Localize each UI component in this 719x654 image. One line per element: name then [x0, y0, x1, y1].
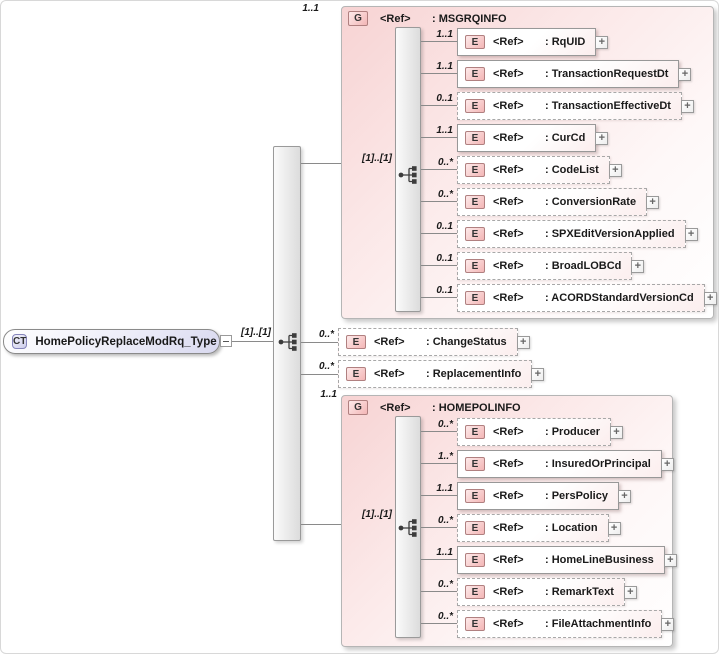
element-badge-icon: E — [465, 489, 485, 503]
group-header — [342, 396, 672, 415]
expand-plus-icon[interactable]: + — [631, 260, 644, 273]
connector-line — [421, 559, 457, 560]
cardinality-label: [1]..[1] — [362, 153, 392, 164]
element-name: : TransactionRequestDt — [545, 68, 669, 80]
element-badge-icon: E — [465, 617, 485, 631]
cardinality-label: 1..1 — [436, 547, 453, 558]
connector-line — [301, 163, 341, 164]
expand-plus-icon[interactable]: + — [681, 100, 694, 113]
element-ref-label: <Ref> — [493, 292, 524, 304]
element-ref-label: <Ref> — [493, 426, 524, 438]
element-row — [342, 450, 672, 478]
expand-plus-icon[interactable]: + — [678, 68, 691, 81]
element-row — [342, 220, 713, 248]
element-name: : FileAttachmentInfo — [545, 618, 652, 630]
complex-type-name: HomePolicyReplaceModRq_Type — [35, 335, 217, 348]
element-ref-label: <Ref> — [493, 164, 524, 176]
element-ref-label: <Ref> — [374, 368, 405, 380]
element-name: : RemarkText — [545, 586, 614, 598]
connector-line — [421, 623, 457, 624]
element-name: : ReplacementInfo — [426, 368, 522, 380]
group-badge-icon: G — [348, 11, 368, 26]
cardinality-label: 0..1 — [436, 285, 453, 296]
element-badge-icon: E — [465, 163, 485, 177]
expand-plus-icon[interactable]: + — [685, 228, 698, 241]
element-row — [342, 60, 713, 88]
element-row — [1, 328, 718, 356]
element-row — [342, 284, 713, 312]
element-box[interactable] — [457, 92, 682, 120]
element-badge-icon: E — [465, 227, 485, 241]
element-ref-label: <Ref> — [493, 554, 524, 566]
element-box[interactable] — [457, 514, 609, 542]
element-ref-label: <Ref> — [493, 36, 524, 48]
group-name: : HOMEPOLINFO — [432, 401, 521, 414]
expand-plus-icon[interactable]: + — [704, 292, 717, 305]
cardinality-label: 1..1 — [436, 29, 453, 40]
element-name: : ConversionRate — [545, 196, 637, 208]
group-header — [342, 7, 713, 26]
element-ref-label: <Ref> — [493, 618, 524, 630]
expand-plus-icon[interactable]: + — [624, 586, 637, 599]
cardinality-label: 0..* — [318, 329, 334, 340]
expand-plus-icon[interactable]: + — [595, 132, 608, 145]
element-ref-label: <Ref> — [493, 68, 524, 80]
element-badge-icon: E — [346, 335, 366, 349]
group-ref-label: <Ref> — [380, 401, 411, 414]
element-box[interactable] — [457, 482, 619, 510]
cardinality-label: 1..1 — [436, 483, 453, 494]
element-name: : TransactionEffectiveDt — [545, 100, 671, 112]
element-badge-icon: E — [465, 99, 485, 113]
element-name: : InsuredOrPrincipal — [545, 458, 651, 470]
cardinality-label: 0..* — [437, 515, 453, 526]
cardinality-label: [1]..[1] — [362, 509, 392, 520]
element-row — [342, 578, 672, 606]
group-ref-label: <Ref> — [380, 12, 411, 25]
connector-line — [421, 495, 457, 496]
element-row — [342, 124, 713, 152]
element-name: : PersPolicy — [545, 490, 608, 502]
connector-line — [421, 137, 457, 138]
element-name: : ChangeStatus — [426, 336, 507, 348]
element-box[interactable] — [457, 450, 662, 478]
connector-line — [421, 201, 457, 202]
element-box[interactable] — [457, 220, 686, 248]
element-row — [342, 156, 713, 184]
element-badge-icon: E — [465, 131, 485, 145]
element-box[interactable] — [457, 60, 679, 88]
element-row — [342, 252, 713, 280]
element-name: : RqUID — [545, 36, 586, 48]
element-name: : ACORDStandardVersionCd — [545, 292, 694, 304]
connector-line — [421, 591, 457, 592]
cardinality-label: 1..1 — [302, 3, 319, 14]
connector-line — [421, 431, 457, 432]
element-row — [342, 610, 672, 638]
element-badge-icon: E — [346, 367, 366, 381]
expand-plus-icon[interactable]: + — [618, 490, 631, 503]
element-ref-label: <Ref> — [493, 196, 524, 208]
cardinality-label: 0..* — [437, 579, 453, 590]
cardinality-label: 0..1 — [436, 93, 453, 104]
element-ref-label: <Ref> — [374, 336, 405, 348]
group-box-homepolinfo[interactable] — [341, 395, 673, 647]
element-name: : BroadLOBCd — [545, 260, 622, 272]
group-badge-icon: G — [348, 400, 368, 415]
cardinality-label: 0..* — [437, 611, 453, 622]
element-name: : SPXEditVersionApplied — [545, 228, 675, 240]
group-box-msgrqinfo[interactable] — [341, 6, 714, 319]
element-badge-icon: E — [465, 67, 485, 81]
cardinality-label: 1..1 — [436, 61, 453, 72]
cardinality-label: 1..1 — [436, 125, 453, 136]
element-row — [342, 482, 672, 510]
element-row — [1, 360, 718, 388]
element-badge-icon: E — [465, 425, 485, 439]
complex-type-badge-icon: CT — [13, 336, 27, 347]
element-box[interactable] — [338, 360, 532, 388]
connector-line — [301, 524, 341, 525]
cardinality-label: 0..* — [318, 361, 334, 372]
connector-line — [421, 265, 457, 266]
element-ref-label: <Ref> — [493, 522, 524, 534]
element-name: : CodeList — [545, 164, 599, 176]
element-box[interactable] — [457, 252, 632, 280]
element-badge-icon: E — [465, 457, 485, 471]
element-ref-label: <Ref> — [493, 490, 524, 502]
expand-plus-icon[interactable]: + — [517, 336, 530, 349]
cardinality-label: 0..1 — [436, 221, 453, 232]
connector-line — [421, 463, 457, 464]
element-name: : CurCd — [545, 132, 586, 144]
element-ref-label: <Ref> — [493, 100, 524, 112]
element-row — [342, 92, 713, 120]
element-box[interactable] — [457, 28, 596, 56]
cardinality-label: 0..* — [437, 157, 453, 168]
element-row — [342, 514, 672, 542]
element-box[interactable] — [457, 188, 647, 216]
expand-plus-icon[interactable]: + — [595, 36, 608, 49]
element-name: : Location — [545, 522, 598, 534]
element-badge-icon: E — [465, 291, 485, 305]
element-badge-icon: E — [465, 259, 485, 273]
connector-line — [421, 105, 457, 106]
element-box[interactable] — [457, 546, 665, 574]
expand-plus-icon[interactable]: + — [661, 618, 674, 631]
element-box[interactable] — [457, 284, 705, 312]
cardinality-label: 0..1 — [436, 253, 453, 264]
element-row — [342, 546, 672, 574]
element-box[interactable] — [457, 124, 596, 152]
cardinality-label: [1]..[1] — [241, 327, 271, 338]
element-row — [342, 188, 713, 216]
expand-plus-icon[interactable]: + — [531, 368, 544, 381]
element-badge-icon: E — [465, 521, 485, 535]
element-badge-icon: E — [465, 35, 485, 49]
element-name: : HomeLineBusiness — [545, 554, 654, 566]
cardinality-label: 1..1 — [320, 389, 337, 400]
expand-plus-icon[interactable]: + — [610, 426, 623, 439]
cardinality-label: 0..* — [437, 189, 453, 200]
connector-line — [421, 169, 457, 170]
element-row — [342, 28, 713, 56]
connector-line — [421, 527, 457, 528]
expand-plus-icon[interactable]: + — [608, 522, 621, 535]
element-box[interactable] — [457, 578, 625, 606]
connector-line — [421, 41, 457, 42]
element-row — [342, 418, 672, 446]
expand-plus-icon[interactable]: + — [661, 458, 674, 471]
element-ref-label: <Ref> — [493, 260, 524, 272]
element-ref-label: <Ref> — [493, 586, 524, 598]
element-badge-icon: E — [465, 195, 485, 209]
element-badge-icon: E — [465, 553, 485, 567]
element-ref-label: <Ref> — [493, 228, 524, 240]
cardinality-label: 1..* — [437, 451, 453, 462]
element-box[interactable] — [457, 418, 611, 446]
element-box[interactable] — [338, 328, 518, 356]
element-name: : Producer — [545, 426, 601, 438]
element-box[interactable] — [457, 610, 662, 638]
group-name: : MSGRQINFO — [432, 12, 507, 25]
expand-plus-icon[interactable]: + — [664, 554, 677, 567]
expand-plus-icon[interactable]: + — [609, 164, 622, 177]
connector-line — [421, 297, 457, 298]
element-ref-label: <Ref> — [493, 458, 524, 470]
expand-plus-icon[interactable]: + — [646, 196, 659, 209]
element-box[interactable] — [457, 156, 610, 184]
element-ref-label: <Ref> — [493, 132, 524, 144]
cardinality-label: 0..* — [437, 419, 453, 430]
connector-line — [421, 73, 457, 74]
connector-line — [421, 233, 457, 234]
element-badge-icon: E — [465, 585, 485, 599]
